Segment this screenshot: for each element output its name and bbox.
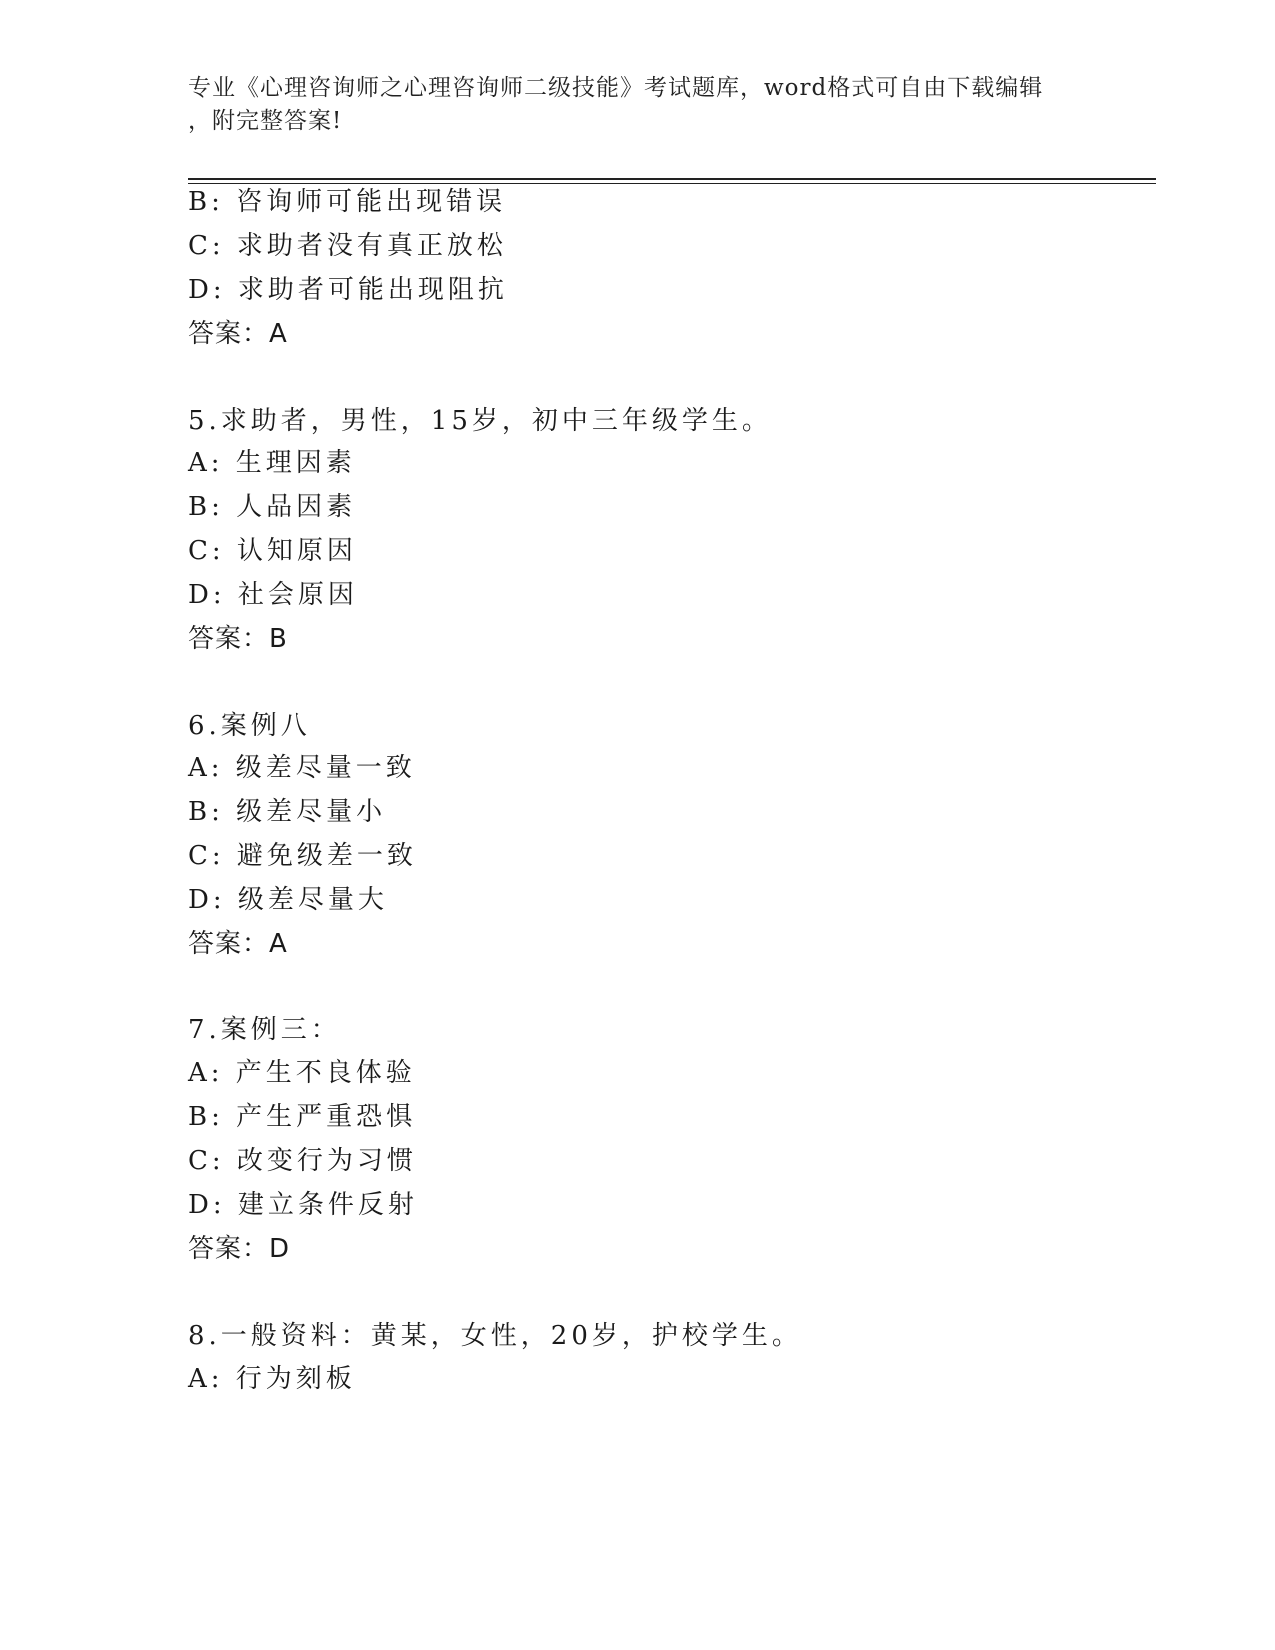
header-divider-thin [188, 183, 1156, 184]
option-c: C: 改变行为习惯 [188, 1146, 417, 1176]
option-c: C: 避免级差一致 [188, 841, 417, 871]
option-b: B: 咨询师可能出现错误 [188, 187, 507, 217]
option-c: C: 求助者没有真正放松 [188, 231, 507, 261]
header-divider-thick [188, 178, 1156, 180]
option-d: D: 级差尽量大 [188, 885, 388, 915]
question-7: 7.案例三： [188, 1015, 341, 1045]
option-b: B: 产生严重恐惧 [188, 1102, 417, 1132]
option-a: A: 产生不良体验 [188, 1058, 416, 1088]
document-header [188, 72, 1088, 138]
question-8: 8.一般资料：黄某，女性，20岁，护校学生。 [188, 1321, 802, 1351]
answer-line: 答案：D [188, 1234, 291, 1264]
option-d: D: 建立条件反射 [188, 1190, 418, 1220]
option-a: A: 生理因素 [188, 448, 356, 478]
option-a: A: 级差尽量一致 [188, 753, 416, 783]
option-d: D: 求助者可能出现阻抗 [188, 275, 508, 305]
answer-line: 答案：A [188, 319, 288, 349]
option-c: C: 认知原因 [188, 536, 357, 566]
header-title-line-2: ，附完整答案! [188, 108, 343, 134]
answer-line: 答案：B [188, 624, 288, 654]
option-a: A: 行为刻板 [188, 1364, 356, 1394]
option-d: D: 社会原因 [188, 580, 358, 610]
question-6: 6.案例八 [188, 711, 311, 741]
answer-line: 答案：A [188, 929, 288, 959]
option-b: B: 人品因素 [188, 492, 357, 522]
option-b: B: 级差尽量小 [188, 797, 387, 827]
header-title-line-1: 专业《心理咨询师之心理咨询师二级技能》考试题库，word格式可自由下载编辑 [188, 75, 1044, 101]
question-5: 5.求助者，男性，15岁，初中三年级学生。 [188, 406, 772, 436]
